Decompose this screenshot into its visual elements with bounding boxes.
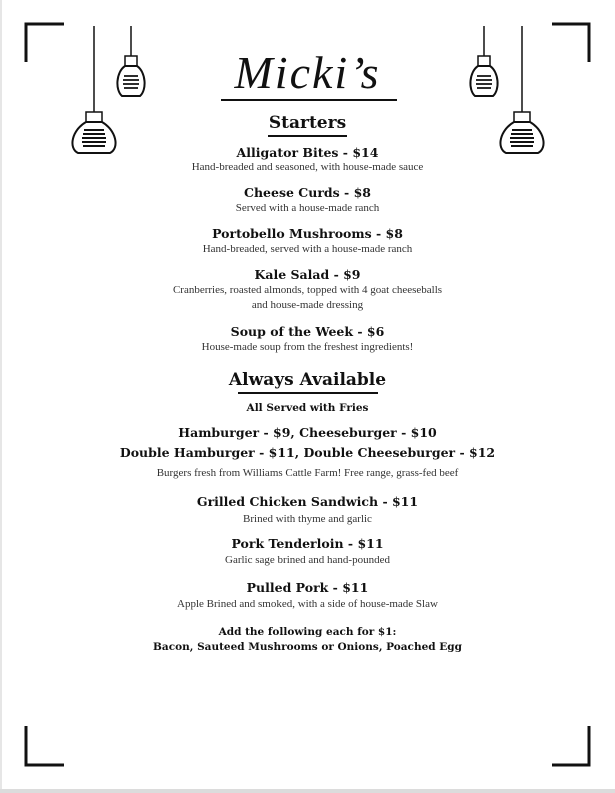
- section-subheading: All Served with Fries: [246, 402, 369, 414]
- menu-item-desc: and house-made dressing: [251, 299, 364, 311]
- section-underline: [268, 135, 347, 137]
- corner-bracket-bottom-left: [24, 724, 68, 768]
- section-heading-always-available: Always Available: [228, 370, 387, 390]
- menu-item-name: Soup of the Week - $6: [230, 324, 385, 339]
- menu-item-desc: House-made soup from the freshest ingredients!: [201, 341, 414, 353]
- corner-bracket-bottom-right: [548, 724, 592, 768]
- menu-item-desc: Hand-breaded and seasoned, with house-made sauce: [191, 161, 424, 173]
- section-underline: [238, 392, 378, 394]
- title-underline: [221, 99, 397, 101]
- menu-item-name: Double Hamburger - $11, Double Cheeseburger - $12: [119, 445, 496, 460]
- menu-item-desc: Brined with thyme and garlic: [243, 513, 372, 525]
- menu-item-name: Portobello Mushrooms - $8: [212, 226, 403, 241]
- menu-item-name: Kale Salad - $9: [254, 267, 361, 282]
- menu-item-name: Grilled Chicken Sandwich - $11: [196, 494, 419, 509]
- addons-title: Add the following each for $1:: [218, 626, 397, 638]
- restaurant-name: Micki’s: [234, 47, 381, 98]
- menu-item-desc: Served with a house-made ranch: [235, 202, 380, 214]
- menu-item-desc: Burgers fresh from Williams Cattle Farm! Free range, grass-fed beef: [156, 467, 459, 479]
- menu-item-desc: Hand-breaded, served with a house-made ranch: [202, 243, 413, 255]
- addons-list: Bacon, Sauteed Mushrooms or Onions, Poached Egg: [153, 641, 462, 653]
- menu-item-name: Alligator Bites - $14: [236, 145, 379, 160]
- menu-item-name: Cheese Curds - $8: [244, 185, 371, 200]
- page-bottom-edge: [0, 789, 615, 793]
- menu-item-desc: Apple Brined and smoked, with a side of house-made Slaw: [177, 598, 438, 610]
- menu-item-desc: Garlic sage brined and hand-pounded: [225, 554, 390, 566]
- menu-item-name: Pulled Pork - $11: [246, 580, 369, 595]
- menu-item-name: Pork Tenderloin - $11: [231, 536, 384, 551]
- menu-item-desc: Cranberries, roasted almonds, topped with 4 goat cheeseballs: [172, 284, 443, 296]
- section-heading-starters: Starters: [268, 113, 347, 133]
- menu-item-name: Hamburger - $9, Cheeseburger - $10: [178, 425, 437, 440]
